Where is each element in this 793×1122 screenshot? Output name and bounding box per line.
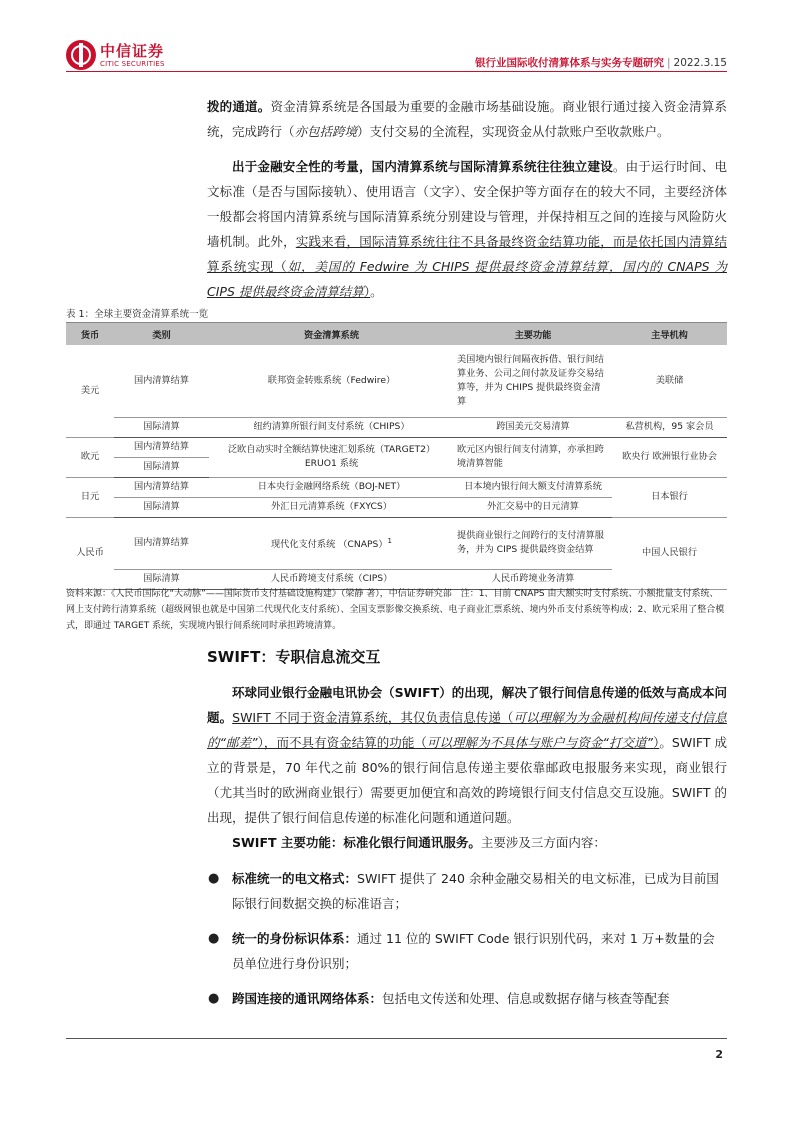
header-system: 资金清算系统 [209, 323, 454, 346]
cell-function: 跨国美元交易清算 [454, 417, 612, 437]
cell-category: 国际清算 [114, 497, 209, 517]
cell-function: 美国境内银行间隔夜拆借、银行间结算业务、公司之间付款及证券交易结算等，并为 CHIPS 提供最终资金清算 [454, 345, 612, 417]
table-row [66, 345, 727, 417]
cell-category: 国际清算 [114, 457, 209, 477]
report-header [475, 55, 727, 70]
cell-currency: 美元 [66, 345, 114, 437]
table-row [66, 517, 727, 569]
header-separator: | [667, 57, 671, 69]
company-logo [66, 38, 186, 74]
cell-org: 日本银行 [612, 477, 727, 517]
cell-category: 国内清算结算 [114, 437, 209, 457]
cell-system: 联邦资金转账系统（Fedwire） [209, 345, 454, 417]
table-row [66, 437, 727, 457]
footnote-marker: 1 [387, 536, 393, 545]
list-item: ● 统一的身份标识体系：通过 11 位的 SWIFT Code 银行识别代码，来对 1 万+数量的会员单位进行身份识别； [232, 926, 727, 976]
cell-org: 中国人民银行 [612, 517, 727, 589]
cell-category: 国际清算 [114, 569, 209, 589]
paragraph-swift-functions: SWIFT 主要功能：标准化银行间通讯服务。主要涉及三方面内容： [232, 835, 606, 850]
cell-currency: 日元 [66, 477, 114, 517]
report-title: 银行业国际收付清算体系与实务专题研究 [475, 57, 664, 69]
cell-currency: 欧元 [66, 437, 114, 477]
cell-currency: 人民币 [66, 517, 114, 589]
report-date: 2022.3.15 [673, 57, 727, 69]
header-divider [66, 71, 727, 72]
cell-category: 国内清算结算 [114, 477, 209, 497]
cell-function: 日本境内银行间大额支付清算系统 [454, 477, 612, 497]
cell-function: 人民币跨境业务清算 [454, 569, 612, 589]
table-row [66, 417, 727, 437]
logo-english-name: CITIC SECURITIES [100, 60, 165, 68]
cell-system: 日本央行金融网络系统（BOJ-NET） [209, 477, 454, 497]
paragraph-swift-intro: 环球同业银行金融电讯协会（SWIFT）的出现，解决了银行间信息传递的低效与高成本问题。SWIFT 不同于资金清算系统，其仅负责信息传递（可以理解为为金融机构间传递支付信息的“邮差”），而不具有资金结算的功能（可以理解为不具体与账户与资金“打交道”）。SWIFT 成立的背景是，70 年代之前 80%的银行间信息传递主要依靠邮政电报服务来实现，商业银行（尤其当时的欧洲商业银行）需要更加便宜和高效的跨境银行间支付信息交互设施。SWIFT 的出现，提供了银行间信息传递的标准化问题和通道问题。 [207, 685, 728, 825]
table-row [66, 477, 727, 497]
cell-function: 外汇交易中的日元清算 [454, 497, 612, 517]
header-function: 主要功能 [454, 323, 612, 346]
cell-system: 纽约清算所银行间支付系统（CHIPS） [209, 417, 454, 437]
table-caption: 表 1：全球主要资金清算系统一览 [66, 309, 209, 320]
header-currency: 货币 [66, 323, 114, 346]
cell-org: 欧央行 欧洲银行业协会 [612, 437, 727, 477]
clearing-systems-table [66, 322, 727, 590]
cell-category: 国内清算结算 [114, 517, 209, 569]
cell-category: 国内清算结算 [114, 345, 209, 417]
table-header-row [66, 323, 727, 346]
cell-system: 泛欧自动实时全额结算快速汇划系统（TARGET2）ERUO1 系统 [209, 437, 454, 477]
paragraph-clearing-intro: 拨的通道。资金清算系统是各国最为重要的金融市场基础设施。商业银行通过接入资金清算系统，完成跨行（亦包括跨境）支付交易的全流程，实现资金从付款账户至收款账户。 [207, 99, 727, 139]
footer-divider [66, 1038, 727, 1039]
header-org: 主导机构 [612, 323, 727, 346]
citic-logo-icon [66, 40, 96, 70]
bullet-icon: ● [208, 991, 220, 1006]
bullet-icon: ● [208, 871, 220, 886]
paragraph-domestic-vs-international: 出于金融安全性的考量，国内清算系统与国际清算系统往往独立建设。由于运行时间、电文标准（是否与国际接轨）、使用语言（文字）、安全保护等方面存在的较大不同，主要经济体一般都会将国内清算系统与国际清算系统分别建设与管理，并保持相互之间的连接与风险防火墙机制。此外，实践来看，国际清算系统往往不具备最终资金结算功能，而是依托国内清算结算系统实现（如，美国的 Fedwire 为 CHIPS 提供最终资金清算结算，国内的 CNAPS 为 CIPS 提供最终资金清算结算）。 [207, 159, 727, 299]
bullet-icon: ● [208, 931, 220, 946]
logo-chinese-name: 中信证券 [100, 42, 165, 60]
list-item: ● 标准统一的电文格式：SWIFT 提供了 240 余种金融交易相关的电文标准，已成为目前国际银行间数据交换的标准语言； [232, 866, 727, 916]
cell-system: 现代化支付系统 （CNAPS）$^1$ [209, 517, 454, 569]
cell-category: 国际清算 [114, 417, 209, 437]
cell-org: 美联储 [612, 345, 727, 417]
cell-system: 外汇日元清算系统（FXYCS） [209, 497, 454, 517]
cell-system: 人民币跨境支付系统（CIPS） [209, 569, 454, 589]
cell-org: 私营机构，95 家会员 [612, 417, 727, 437]
header-category: 类别 [114, 323, 209, 346]
section-title: SWIFT：专职信息流交互 [207, 648, 381, 666]
table-source-note: 资料来源：《人民币国际化“大动脉”——国际货币支付基础设施构建》（梁静 著），中信证券研究部 注：1、目前 CNAPS 由大额实时支付系统、小额批量支付系统、网上支付跨行清算系统（超级网银也就是中国第二代现代化支付系统）、全国支票影像交换系统、电子商业汇票系统、境内外币支付系统等构成；2、欧元采用了整合模式，即通过 TARGET 系统，实现境内银行间系统同时承担跨境清算。 [66, 589, 725, 631]
page-number: 2 [715, 1048, 723, 1061]
cell-function: 欧元区内银行间支付清算，亦承担跨境清算智能 [454, 437, 612, 477]
list-item: ● 跨国连接的通讯网络体系：包括电文传送和处理、信息或数据存储与核查等配套 [232, 986, 727, 1011]
cell-function: 提供商业银行之间跨行的支付清算服务，并为 CIPS 提供最终资金结算 [454, 517, 612, 569]
